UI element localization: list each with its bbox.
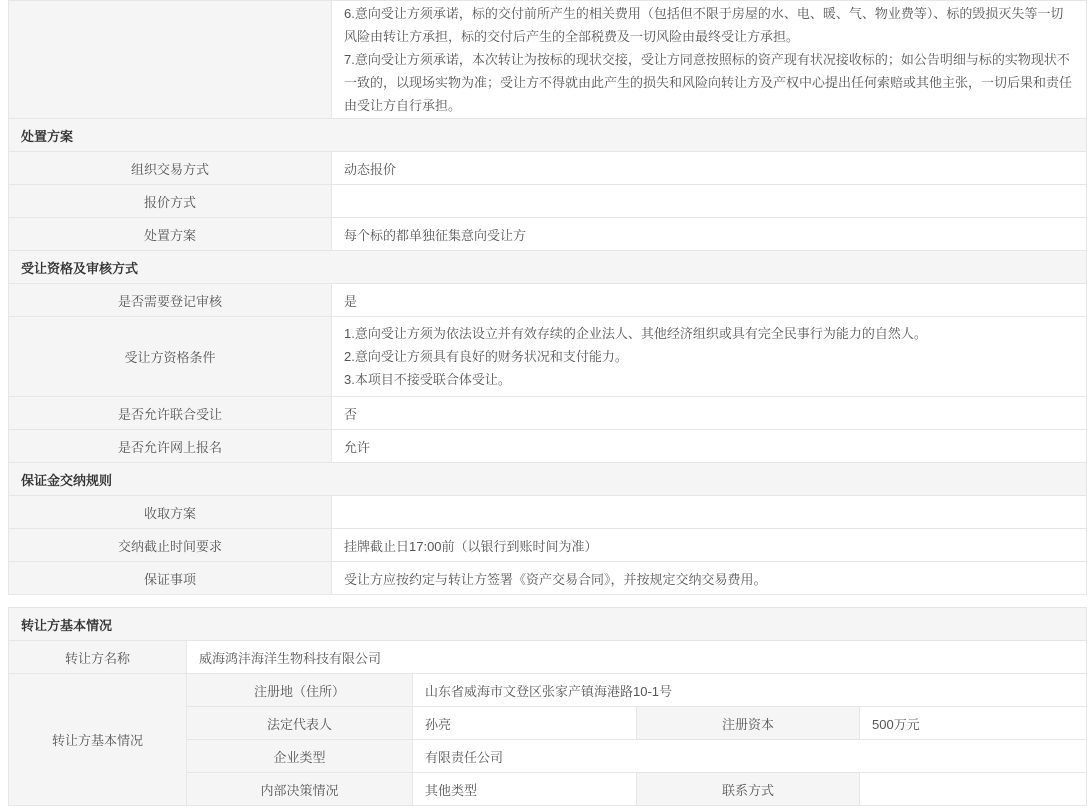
section-title: 转让方基本情况 xyxy=(9,608,1087,641)
table-row xyxy=(9,317,1087,397)
transferor-info-table xyxy=(8,607,1087,806)
field-value xyxy=(332,496,1087,529)
field-value-multiline xyxy=(332,317,1087,397)
qualification-line: 1.意向受让方须为依法设立并有效存续的企业法人、其他经济组织或具有完全民事行为能力的自然人。 xyxy=(344,326,927,341)
field-label: 联系方式 xyxy=(637,773,860,806)
field-value: 每个标的都单独征集意向受让方 xyxy=(332,218,1087,251)
field-value: 山东省威海市文登区张家产镇海港路10-1号 xyxy=(413,674,1087,707)
field-value: 500万元 xyxy=(860,707,1087,740)
field-value: 孙亮 xyxy=(413,707,637,740)
section-header-transferee-qualification xyxy=(9,251,1087,284)
section-title: 保证金交纳规则 xyxy=(9,463,1087,496)
table-row xyxy=(9,430,1087,463)
field-label: 是否允许网上报名 xyxy=(9,430,332,463)
field-label: 是否允许联合受让 xyxy=(9,397,332,430)
table-row xyxy=(9,218,1087,251)
section-title: 受让资格及审核方式 xyxy=(9,251,1087,284)
condition-item: 6.意向受让方须承诺，标的交付前所产生的相关费用（包括但不限于房屋的水、电、暖、气、物业费等）、标的毁损灭失等一切风险由转让方承担，标的交付后产生的全部税费及一切风险由最终受让方承担。 xyxy=(344,6,1064,44)
field-label: 注册地（住所） xyxy=(187,674,413,707)
table-row xyxy=(9,1,1087,119)
table-row xyxy=(9,284,1087,317)
qualification-line: 2.意向受让方须具有良好的财务状况和支付能力。 xyxy=(344,349,628,364)
field-value: 受让方应按约定与转让方签署《资产交易合同》，并按规定交纳交易费用。 xyxy=(332,562,1087,595)
field-value: 其他类型 xyxy=(413,773,637,806)
section-header-disposal-plan xyxy=(9,119,1087,152)
table-row xyxy=(9,152,1087,185)
field-label: 内部决策情况 xyxy=(187,773,413,806)
field-label: 交纳截止时间要求 xyxy=(9,529,332,562)
field-label: 转让方名称 xyxy=(9,641,187,674)
section-header-deposit-rules xyxy=(9,463,1087,496)
field-label: 是否需要登记审核 xyxy=(9,284,332,317)
table-row xyxy=(9,529,1087,562)
table-row xyxy=(9,496,1087,529)
section-header-transferor-info xyxy=(9,608,1087,641)
table-row xyxy=(9,185,1087,218)
condition-item: 7.意向受让方须承诺，本次转让为按标的现状交接，受让方同意按照标的资产现有状况接收标的；如公告明细与标的实物现状不一致的，以现场实物为准；受让方不得就由此产生的损失和风险向转让方及产权中心提出任何索赔或其他主张，一切后果和责任由受让方自行承担。 xyxy=(344,52,1073,113)
field-label: 注册资本 xyxy=(637,707,860,740)
conditions-continuation xyxy=(332,1,1087,119)
field-label: 企业类型 xyxy=(187,740,413,773)
field-value: 允许 xyxy=(332,430,1087,463)
field-value: 否 xyxy=(332,397,1087,430)
field-label: 收取方案 xyxy=(9,496,332,529)
field-value: 挂牌截止日17:00前（以银行到账时间为准） xyxy=(332,529,1087,562)
group-label-basic-info: 转让方基本情况 xyxy=(9,674,187,806)
table-gap xyxy=(8,595,1086,607)
field-label: 报价方式 xyxy=(9,185,332,218)
field-label: 组织交易方式 xyxy=(9,152,332,185)
field-value xyxy=(860,773,1087,806)
qualification-line: 3.本项目不接受联合体受让。 xyxy=(344,372,511,387)
table-row xyxy=(9,397,1087,430)
field-value xyxy=(332,185,1087,218)
table-row xyxy=(9,674,1087,707)
field-label: 保证事项 xyxy=(9,562,332,595)
field-value: 威海鸿沣海洋生物科技有限公司 xyxy=(187,641,1087,674)
field-value: 动态报价 xyxy=(332,152,1087,185)
field-label: 受让方资格条件 xyxy=(9,317,332,397)
table-row xyxy=(9,562,1087,595)
table-row xyxy=(9,641,1087,674)
field-value: 有限责任公司 xyxy=(413,740,1087,773)
section-title: 处置方案 xyxy=(9,119,1087,152)
field-label: 法定代表人 xyxy=(187,707,413,740)
field-label: 处置方案 xyxy=(9,218,332,251)
field-value: 是 xyxy=(332,284,1087,317)
field-label-empty xyxy=(9,1,332,119)
listing-terms-table xyxy=(8,0,1087,595)
